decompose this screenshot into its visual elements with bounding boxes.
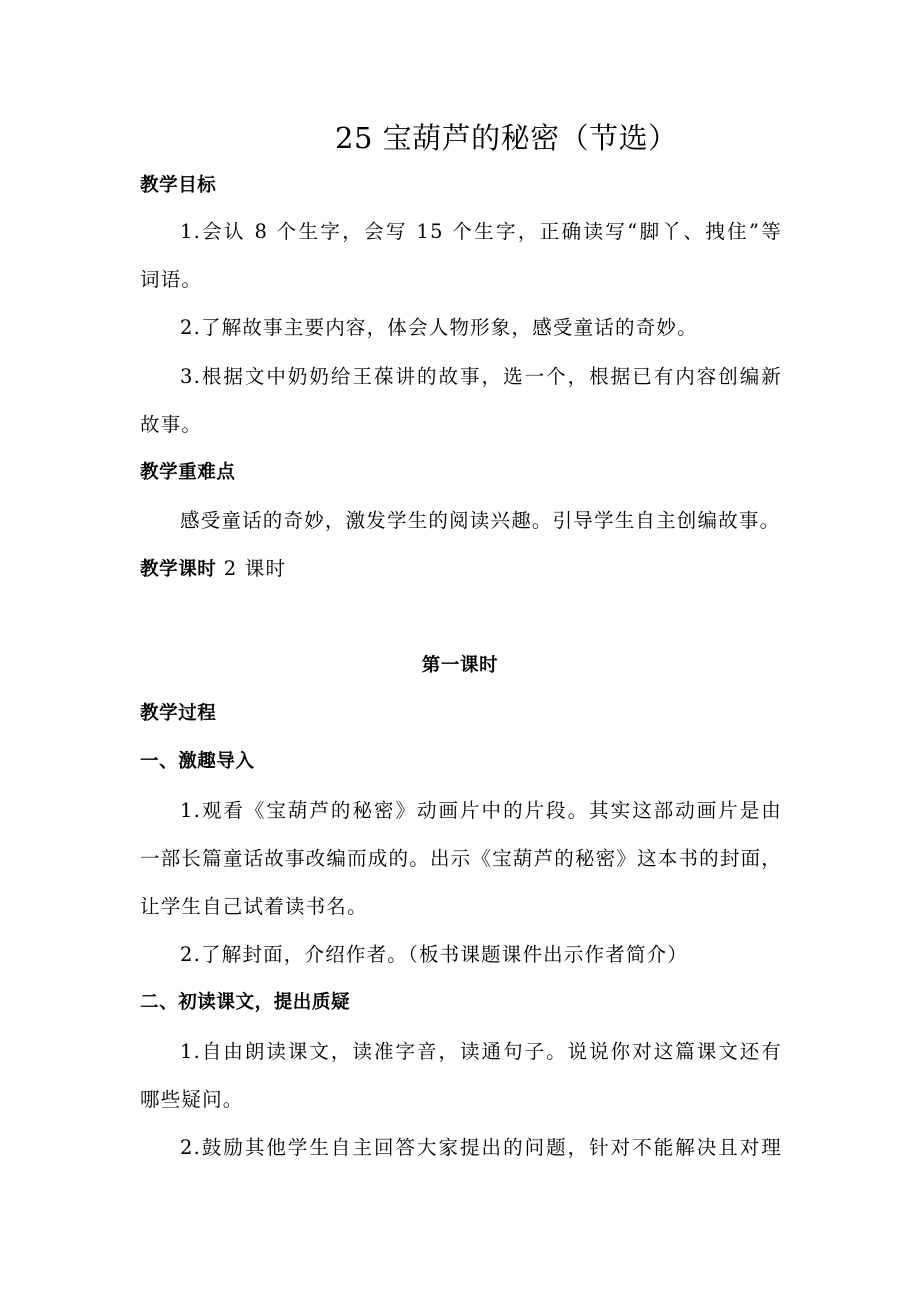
part-1-item-1-line-2: 一部长篇童话故事改编而成的。出示《宝葫芦的秘密》这本书的封面， (140, 847, 782, 870)
part-2-item-2-line-1: 2.鼓励其他学生自主回答大家提出的问题，针对不能解决且对理 (180, 1136, 782, 1159)
part-2-item-1-line-2: 哪些疑问。 (140, 1088, 244, 1111)
lesson-heading: 第一课时 (421, 655, 499, 676)
section-heading-goals: 教学目标 (140, 175, 217, 196)
part-2-item-1-line-1: 1.自由朗读课文，读准字音，读通句子。说说你对这篇课文还有 (180, 1040, 782, 1063)
part-2-heading: 二、初读课文，提出质疑 (140, 992, 351, 1013)
document-title: 25 宝葫芦的秘密（节选） (335, 121, 678, 155)
teaching-hours-value: 2 课时 (216, 557, 287, 580)
teaching-hours-label: 教学课时 (140, 559, 217, 580)
goal-1-line-1: 1.会认 8 个生字，会写 15 个生字，正确读写“脚丫、拽住”等 (180, 220, 782, 243)
goal-3-line-1: 3.根据文中奶奶给王葆讲的故事，选一个，根据已有内容创编新 (180, 365, 782, 388)
goal-2: 2.了解故事主要内容，体会人物形象，感受童话的奇妙。 (180, 316, 698, 339)
section-heading-process: 教学过程 (140, 703, 217, 724)
difficulty-text: 感受童话的奇妙，激发学生的阅读兴趣。引导学生自主创编故事。 (180, 509, 781, 532)
part-1-heading: 一、激趣导入 (140, 751, 255, 772)
part-1-item-1-line-1: 1.观看《宝葫芦的秘密》动画片中的片段。其实这部动画片是由 (180, 799, 782, 822)
goal-1-line-2: 词语。 (140, 268, 203, 291)
part-1-item-1-line-3: 让学生自己试着读书名。 (140, 895, 368, 918)
part-1-item-2: 2.了解封面，介绍作者。（板书课题课件出示作者简介） (180, 943, 689, 966)
section-heading-difficulty: 教学重难点 (140, 462, 236, 483)
teaching-hours (140, 555, 782, 584)
goal-3-line-2: 故事。 (140, 413, 203, 436)
